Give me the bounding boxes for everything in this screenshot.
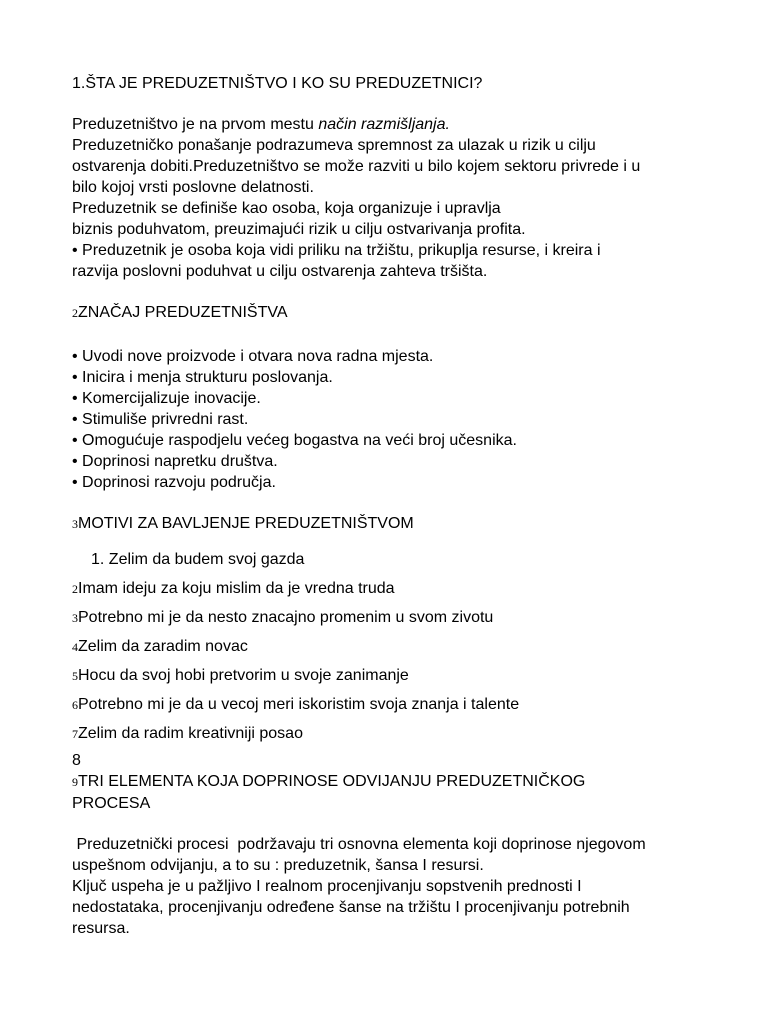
section-1-line: Preduzetnik se definiše kao osoba, koja organizuje i upravlja (72, 200, 501, 217)
lead-text: Preduzetništvo je na prvom mestu (72, 116, 319, 133)
document-page (72, 73, 702, 939)
motive-text: Zelim da zaradim novac (78, 638, 248, 655)
section-4-line: nedostataka, procenjivanju određene šanse na tržištu I procenjivanju potrebnih (72, 899, 630, 916)
stray-number: 8 (72, 752, 81, 769)
motive-number: 3 (72, 611, 78, 625)
motive-text: Hocu da svoj hobi pretvorim u svoje zanimanje (78, 667, 409, 684)
section-3-title: MOTIVI ZA BAVLJENJE PREDUZETNIŠTVOM (78, 515, 414, 532)
section-2-number: 2 (72, 306, 78, 320)
motive-item-first: 1. Zelim da budem svoj gazda (91, 551, 305, 568)
section-4-line: resursa. (72, 920, 130, 937)
bullet-item: • Komercijalizuje inovacije. (72, 390, 261, 407)
motive-number: 2 (72, 582, 78, 596)
motive-number: 7 (72, 727, 78, 741)
bullet-item: • Inicira i menja strukturu poslovanja. (72, 369, 333, 386)
section-4-heading (72, 771, 702, 793)
section-4-line: Preduzetnički procesi podržavaju tri osnovna elementa koji doprinose njegovom (72, 836, 646, 853)
section-3-heading (72, 513, 702, 535)
bullet-item: • Stimuliše privredni rast. (72, 411, 249, 428)
section-4-title-line-1: TRI ELEMENTA KOJA DOPRINOSE ODVIJANJU PREDUZETNIČKOG (78, 773, 586, 790)
motive-item (72, 665, 702, 687)
section-2-heading (72, 302, 702, 324)
section-1-heading: 1.ŠTA JE PREDUZETNIŠTVO I KO SU PREDUZETNICI? (72, 75, 483, 92)
motive-number: 6 (72, 698, 78, 712)
bullet-item: • Omogućuje raspodjelu većeg bogastva na veći broj učesnika. (72, 432, 517, 449)
section-4-line: Ključ uspeha je u pažljivo I realnom procenjivanju sopstvenih prednosti I (72, 878, 582, 895)
motive-item (72, 723, 702, 745)
section-1-line: Preduzetničko ponašanje podrazumeva spremnost za ulazak u rizik u cilju (72, 137, 596, 154)
section-1-line: razvija poslovni poduhvat u cilju ostvarenja zahteva tršišta. (72, 263, 488, 280)
lead-italic-text: način razmišljanja. (318, 116, 450, 133)
section-4-line: uspešnom odvijanju, a to su : preduzetnik, šansa I resursi. (72, 857, 484, 874)
motive-text: Imam ideju za koju mislim da je vredna truda (78, 580, 395, 597)
section-3-number: 3 (72, 517, 78, 531)
motive-item (72, 694, 702, 716)
bullet-item: • Doprinosi napretku društva. (72, 453, 278, 470)
section-1-line: biznis poduhvatom, preuzimajući rizik u cilju ostvarivanja profita. (72, 221, 526, 238)
motive-number: 4 (72, 640, 78, 654)
motive-text: Zelim da radim kreativniji posao (78, 725, 303, 742)
section-4-title-line-2: PROCESA (72, 795, 151, 812)
motive-number: 5 (72, 669, 78, 683)
section-1-line: • Preduzetnik je osoba koja vidi priliku na tržištu, prikuplja resurse, i kreira i (72, 242, 601, 259)
section-1-line: bilo kojoj vrsti poslovne delatnosti. (72, 179, 314, 196)
bullet-item: • Doprinosi razvoju područja. (72, 474, 276, 491)
section-2-title: ZNAČAJ PREDUZETNIŠTVA (78, 304, 288, 321)
motive-item (72, 607, 702, 629)
bullet-item: • Uvodi nove proizvode i otvara nova radna mjesta. (72, 348, 434, 365)
section-4-number: 9 (72, 775, 78, 789)
motive-item (72, 636, 702, 658)
motive-item (72, 578, 702, 600)
section-1-line: ostvarenja dobiti.Preduzetništvo se može razviti u bilo kojem sektoru privrede i u (72, 158, 641, 175)
section-1-paragraph-lead (72, 114, 702, 135)
motive-text: Potrebno mi je da nesto znacajno promenim u svom zivotu (78, 609, 494, 626)
motive-text: Potrebno mi je da u vecoj meri iskoristim svoja znanja i talente (78, 696, 520, 713)
